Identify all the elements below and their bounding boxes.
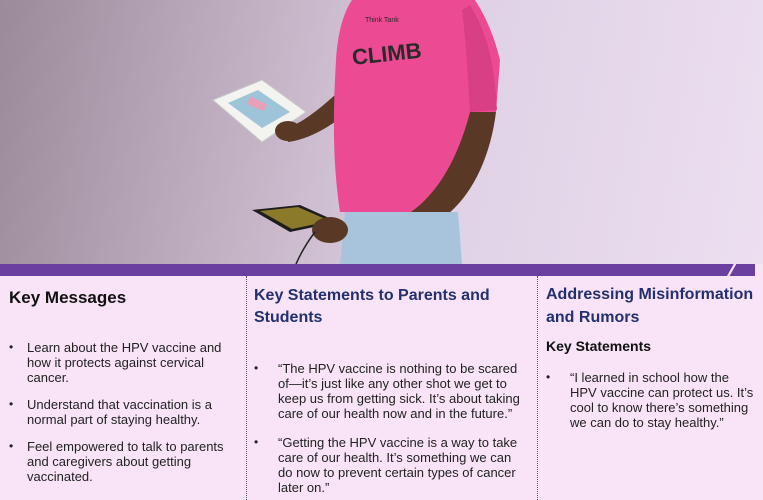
key-messages-heading: Key Messages [9, 288, 127, 307]
key-statements-column [246, 276, 537, 500]
list-item: • “Getting the HPV vaccine is a way to take care of our health. It’s something we can do now to prevent certain types of cancer later on.” [254, 435, 518, 495]
list-item: • “The HPV vaccine is nothing to be scared of—it’s just like any other shot we get to keep us from getting sick. It’s about taking care of our health now and in the future.” [254, 361, 520, 421]
key-statements-list [254, 361, 529, 495]
bullet-icon: • [546, 370, 551, 384]
misinformation-heading: Addressing Misinformation and Rumors [546, 286, 754, 326]
list-item: • Understand that vaccination is a normal part of staying healthy. [9, 397, 212, 427]
bullet-icon: • [9, 439, 14, 453]
bullet-icon: • [9, 397, 14, 411]
shirt-print-text: CLIMB [350, 37, 423, 70]
misinformation-subheading: Key Statements [546, 338, 652, 354]
list-item: • Feel empowered to talk to parents and caregivers about getting vaccinated. [9, 439, 224, 484]
list-item: • “I learned in school how the HPV vaccine can protect us. It’s cool to know there’s something we can do to stay healthy.” [546, 370, 754, 430]
jeans [340, 212, 462, 264]
shirt-print-small: Think Tank [365, 17, 399, 24]
content-columns [0, 276, 763, 500]
key-messages-list [9, 340, 238, 484]
key-statements-heading: Key Statements to Parents and Students [254, 287, 490, 326]
bullet-icon: • [254, 361, 259, 375]
key-messages-column [0, 276, 246, 500]
bullet-icon: • [254, 435, 259, 449]
bullet-icon: • [9, 340, 14, 354]
misinformation-list [546, 370, 755, 430]
purple-divider-band [0, 264, 763, 276]
misinformation-column [537, 276, 763, 500]
list-item: • Learn about the HPV vaccine and how it protects against cervical cancer. [9, 340, 222, 385]
